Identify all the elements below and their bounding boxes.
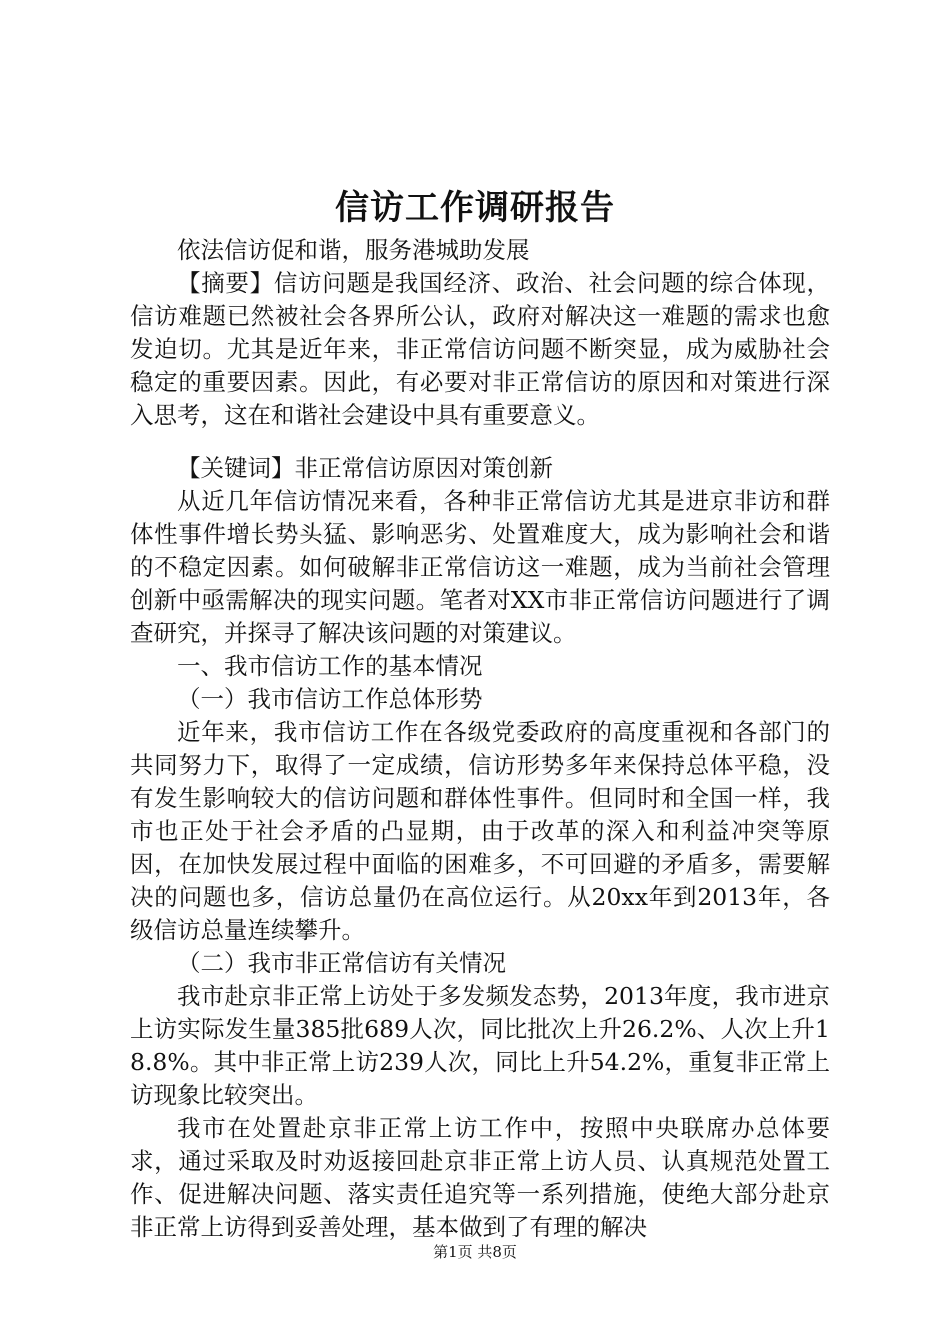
body-paragraph-1: 近年来，我市信访工作在各级党委政府的高度重视和各部门的共同努力下，取得了一定成绩，信访形势多年来保持总体平稳，没有发生影响较大的信访问题和群体性事件。但同时和全国一样，我市也正处于社会矛盾的凸显期，由于改革的深入和利益冲突等原因，在加快发展过程中面临的困难多，不可回避的矛盾多，需要解决的问题也多，信访总量仍在高位运行。从20xx年到2013年，各级信访总量连续攀升。 xyxy=(130,718,830,944)
paragraph-spacer xyxy=(130,432,830,452)
subsection-heading-1-2: （二）我市非正常信访有关情况 xyxy=(177,949,506,977)
subsection-heading-1-1: （一）我市信访工作总体形势 xyxy=(177,685,483,713)
keywords-line: 【关键词】非正常信访原因对策创新 xyxy=(177,454,553,482)
intro-paragraph: 从近几年信访情况来看，各种非正常信访尤其是进京非访和群体性事件增长势头猛、影响恶劣、处置难度大，成为影响社会和谐的不稳定因素。如何破解非正常信访这一难题，成为当前社会管理创新中亟需解决的现实问题。笔者对XX市非正常信访问题进行了调查研究，并探寻了解决该问题的对策建议。 xyxy=(130,487,830,647)
document-body xyxy=(130,234,830,1244)
section-heading-1: 一、我市信访工作的基本情况 xyxy=(177,652,483,680)
page-footer: 第1页 共8页 xyxy=(433,1243,517,1261)
abstract-paragraph: 【摘要】信访问题是我国经济、政治、社会问题的综合体现，信访难题已然被社会各界所公认，政府对解决这一难题的需求也愈发迫切。尤其是近年来，非正常信访问题不断突显，成为威胁社会稳定的重要因素。因此，有必要对非正常信访的原因和对策进行深入思考，这在和谐社会建设中具有重要意义。 xyxy=(130,269,830,429)
document-title: 信访工作调研报告 xyxy=(335,188,615,228)
subtitle: 依法信访促和谐，服务港城助发展 xyxy=(177,236,530,264)
body-paragraph-3: 我市在处置赴京非正常上访工作中，按照中央联席办总体要求，通过采取及时劝返接回赴京非正常上访人员、认真规范处置工作、促进解决问题、落实责任追究等一系列措施，使绝大部分赴京非正常上访得到妥善处理，基本做到了有理的解决 xyxy=(130,1114,830,1241)
body-paragraph-2: 我市赴京非正常上访处于多发频发态势，2013年度，我市进京上访实际发生量385批689人次，同比批次上升26.2%、人次上升18.8%。其中非正常上访239人次，同比上升54.2%，重复非正常上访现象比较突出。 xyxy=(130,982,830,1109)
